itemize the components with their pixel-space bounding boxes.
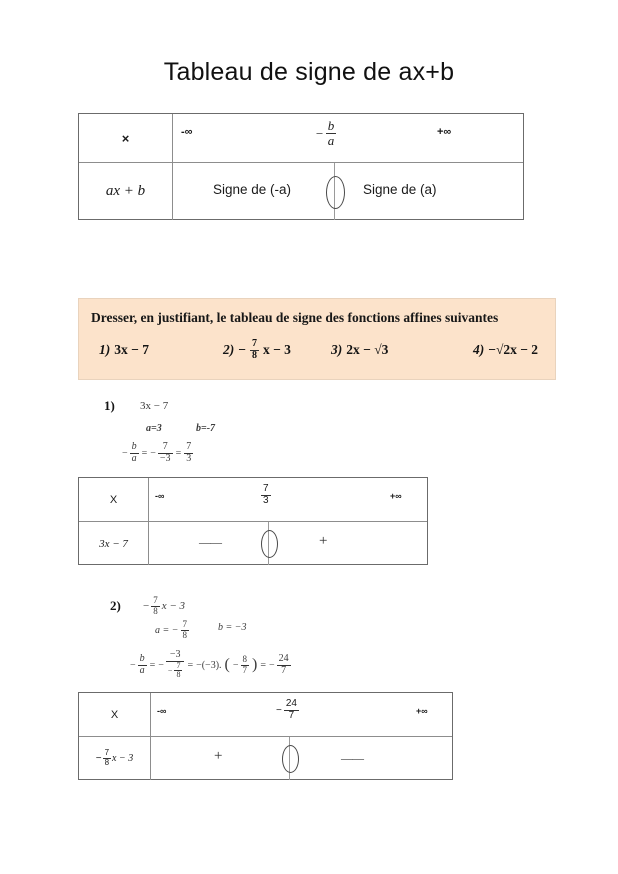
sol2-mid-den-num: 7 [176,660,181,670]
sol2-mid-den-den: 8 [176,670,181,680]
sol2-eq1: = [149,659,156,671]
exercise-item-3 [331,342,388,358]
sol1-lhs-num: b [131,441,137,452]
sol2-paren-denominator: 7 [242,664,247,675]
exercise-box [78,298,556,380]
sol2-paren-open: ( [224,656,230,674]
exercise-item-list [91,339,557,369]
sol1-sign-body [149,522,427,565]
sol2-sign-body [151,737,452,780]
sol2-expr-numerator: 7 [104,748,110,758]
sol1-eq1: = [141,447,148,459]
sol2-paren-close: ) [252,656,258,674]
sol2-left-sign: + [214,748,223,764]
exercise-item-1-expression: 3x − 7 [114,342,149,357]
sol1-plus-infinity: +∞ [390,491,402,501]
sol1-table-sign-row [79,522,427,565]
sol2-plus-infinity: +∞ [416,706,428,716]
exercise-item-4-expression: −√2x − 2 [488,342,539,357]
sol2-coeff-a-label: a = − [155,624,179,636]
general-table-header-row [79,114,523,163]
sol2-expression-cell [79,737,151,780]
sol1-mid-sign: − [150,447,156,459]
exercise-item-2-numerator: 7 [251,338,257,349]
general-table-variable-cell [79,114,173,162]
plus-infinity-label: +∞ [437,126,452,138]
general-right-sign-text: Signe de (a) [363,182,437,197]
solution-1-sign-table [78,477,428,565]
variable-symbol: × [121,130,130,146]
sol1-mid-den: −3 [159,452,171,464]
sol1-lhs-sign: − [122,447,128,459]
exercise-item-2-denominator: 8 [251,349,257,361]
sol2-paren-numerator: 8 [242,653,247,664]
general-root-denominator: a [327,133,335,149]
sol1-res-den: 3 [186,452,192,464]
general-root-numerator: b [327,118,335,133]
sol2-coeff-a-numerator: 7 [182,619,187,629]
sol1-zero-marker [261,530,278,558]
sol2-expression [96,749,133,767]
exercise-item-2-suffix: x − 3 [262,342,291,358]
exercise-item-1 [99,342,149,358]
general-table-header-body [173,114,523,162]
exercise-item-4 [473,342,538,358]
sol2-function-suffix: x − 3 [161,600,186,613]
sol1-mid-num: 7 [162,441,168,452]
sol2-step-text: −(−3). [196,659,222,671]
solution-1-index: 1) [104,398,115,413]
general-table-expression-row [79,163,523,220]
sol2-mid-den-stack [166,661,185,680]
sol1-lhs-den: a [131,452,137,464]
sol2-mid-den-sign: − [167,665,173,675]
sol1-variable-symbol: X [109,493,118,506]
exercise-item-2-number: 2) [223,342,235,358]
exercise-instruction: Dresser, en justifiant, le tableau de signe des fonctions affines suivantes [91,310,499,325]
general-sign-table [78,113,524,220]
sol2-res-numerator: 24 [278,652,289,664]
solution-2-index: 2) [110,598,121,613]
solution-2-sign-table [78,692,453,780]
solution-2-coefficient-a [155,620,189,640]
sol2-eq3: = [260,659,266,671]
sol2-eq2: = [187,659,194,671]
sol2-lhs-num: b [139,652,145,664]
sol2-function-numerator: 7 [153,595,158,605]
solution-1-coefficient-b: b=-7 [196,423,216,434]
sol1-eq2: = [175,447,182,459]
sol2-lhs-den: a [139,664,145,676]
sol1-variable-cell [79,478,149,521]
solution-2-root-computation [130,650,291,680]
sol1-expression: 3x − 7 [99,537,128,550]
sol1-root-denominator: 3 [263,494,269,506]
sol2-minus-infinity: -∞ [157,706,167,716]
sol2-root-numerator: 24 [285,698,297,709]
sol1-minus-infinity: -∞ [155,491,165,501]
sol2-header-body [151,693,452,736]
sol2-mid-num: −3 [169,649,181,660]
exercise-item-2 [223,339,291,362]
minus-infinity-label: -∞ [181,126,193,138]
exercise-item-3-expression: 2x − √3 [346,342,389,357]
general-root-value [315,119,336,148]
sol1-left-sign: —— [199,535,221,549]
sol2-expr-prefix: − [95,753,102,764]
sol2-variable-cell [79,693,151,736]
solution-2-coefficient-b: b = −3 [218,622,247,633]
exercise-item-3-number: 3) [331,342,343,357]
sol2-root-denominator: 7 [284,710,299,722]
general-left-sign-text: Signe de (-a) [213,182,292,197]
sol2-paren-sign: − [232,659,239,671]
sol2-right-sign: —— [341,751,363,765]
general-expression: ax + b [105,183,146,199]
solution-1-function: 3x − 7 [140,400,169,412]
sol2-expr-denominator: 8 [104,758,110,767]
exercise-item-4-number: 4) [473,342,485,357]
sol2-mid-sign: − [158,659,164,671]
sol2-function-prefix: − [143,600,150,613]
sol2-coeff-a-denominator: 8 [182,629,187,640]
sol1-root-numerator: 7 [263,483,269,494]
sol2-variable-symbol: X [110,708,119,721]
sol1-header-body [149,478,427,521]
general-root-sign: − [315,125,324,141]
sol1-root-value [261,484,271,507]
general-table-expression-cell [79,163,173,220]
sol2-table-header-row [79,693,452,737]
exercise-item-1-number: 1) [99,342,111,357]
sol2-res-denominator: 7 [277,665,291,677]
sol2-zero-marker [282,745,299,773]
sol2-lhs-sign: − [130,659,136,671]
sol1-table-header-row [79,478,427,522]
sol1-right-sign: + [319,533,328,549]
sol2-function-denominator: 8 [153,605,158,616]
sol2-expr-suffix: x − 3 [112,753,134,764]
solution-1-root-computation [122,442,193,465]
solution-2-function [143,596,185,616]
page-title: Tableau de signe de ax+b [163,58,455,86]
sol2-root-sign: − [276,704,282,716]
exercise-item-2-prefix: − [238,342,246,358]
general-zero-marker [326,176,345,209]
sol1-expression-cell [79,522,149,565]
sol1-res-num: 7 [186,441,192,452]
general-table-signs-body [173,163,523,220]
solution-1-coefficient-a: a=3 [146,423,162,434]
sol2-table-sign-row [79,737,452,780]
sol2-root-value [276,699,299,722]
sol2-res-sign: − [268,659,275,671]
